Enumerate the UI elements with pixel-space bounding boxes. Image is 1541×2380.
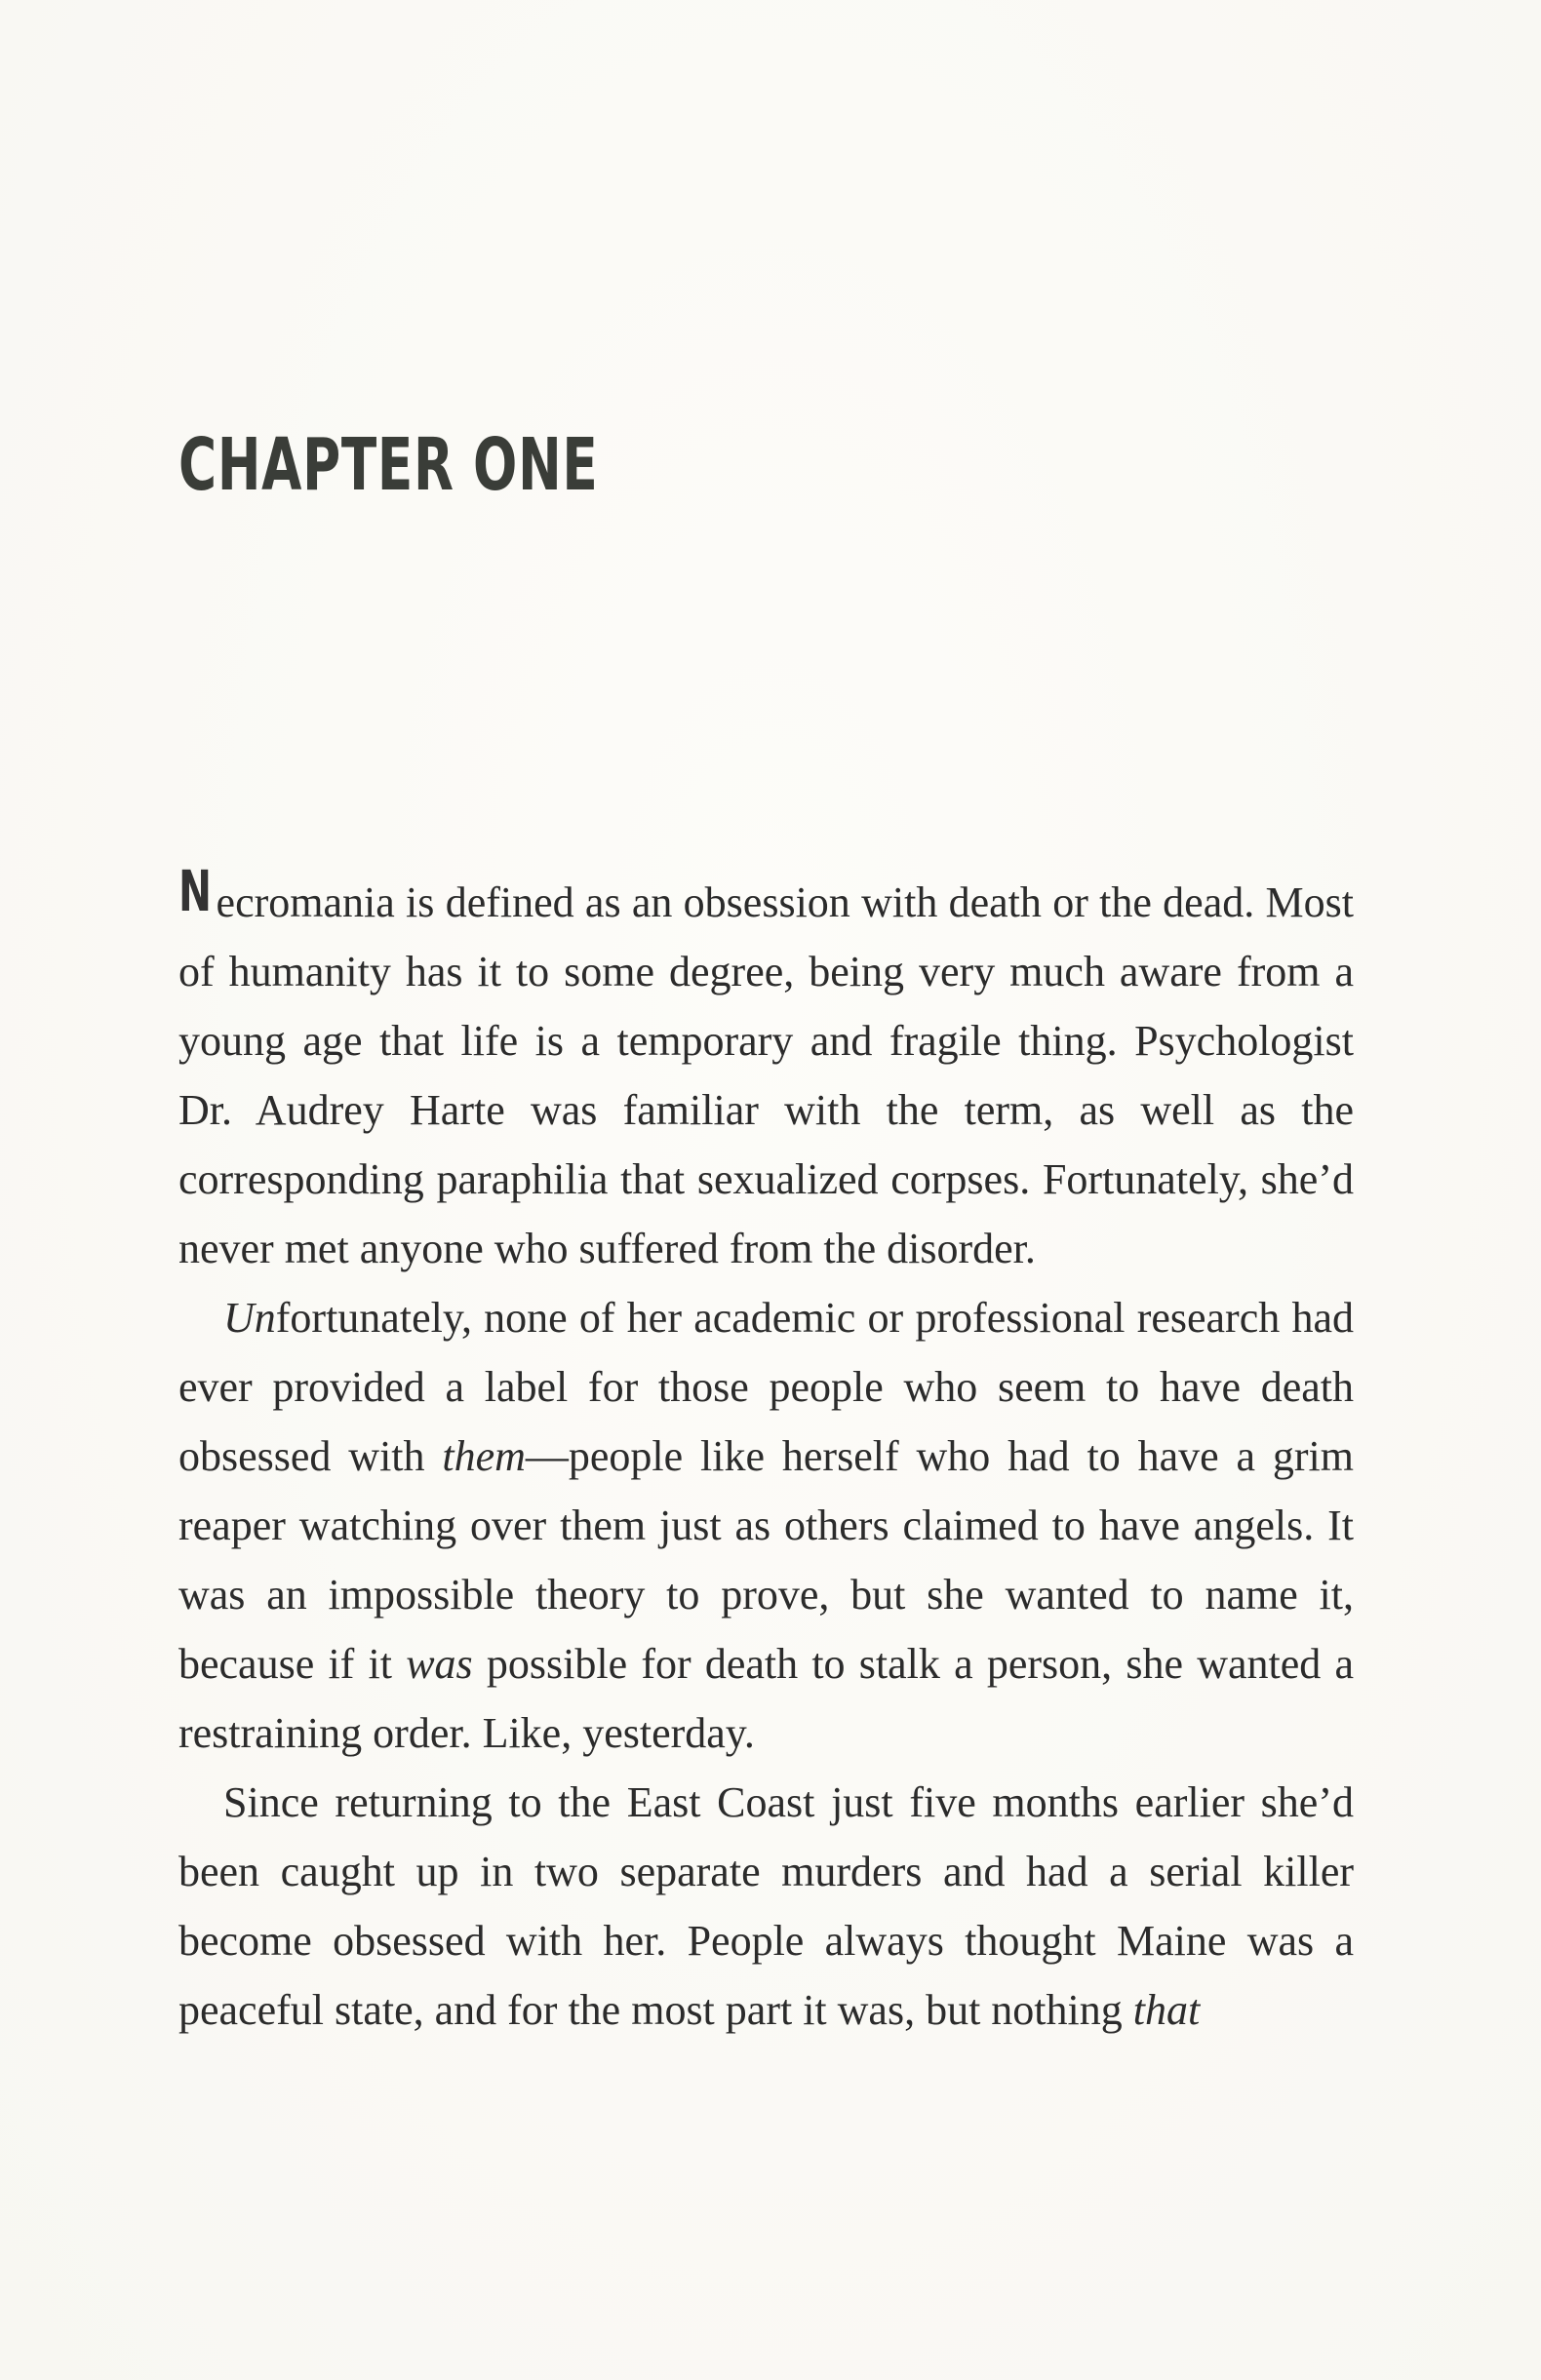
paragraph-2-text-c: possible for death to stalk a person, she wanted a restraining order. Like, yesterday.	[178, 1640, 1354, 1757]
paragraph-2	[178, 1283, 1354, 1768]
chapter-body	[178, 858, 1354, 2045]
paragraph-2-text-a: fortunately, none of her academic or professional research had ever provided a label for those people who seem to have death obsessed with	[178, 1294, 1354, 1480]
italic-un: Un	[223, 1294, 276, 1342]
chapter-title: CHAPTER ONE	[178, 423, 599, 507]
paragraph-1-text: ecromania is defined as an obsession with death or the dead. Most of humanity has it to some degree, being very much aware from a young age that life is a temporary and fragile thing. Psychologist Dr. Audrey Harte was familiar with the term, as well as the corresponding paraphilia that sexualized corpses. Fortunately, she’d never met anyone who suffered from the disorder.	[178, 878, 1354, 1272]
italic-that: that	[1132, 1986, 1201, 2034]
paragraph-2-text-b: —people like herself who had to have a grim reaper watching over them just as others claimed to have angels. It was an impossible theory to prove, but she wanted to name it, because if it	[178, 1432, 1354, 1688]
drop-cap: N	[178, 858, 212, 924]
italic-was: was	[406, 1640, 473, 1688]
italic-them: them	[442, 1432, 526, 1480]
paragraph-3-text: Since returning to the East Coast just five months earlier she’d been caught up in two separate murders and had a serial killer become obsessed with her. People always thought Maine was a peaceful state, and for the most part it was, but nothing	[178, 1778, 1354, 2034]
paragraph-1	[178, 858, 1354, 1283]
paragraph-3	[178, 1768, 1354, 2045]
